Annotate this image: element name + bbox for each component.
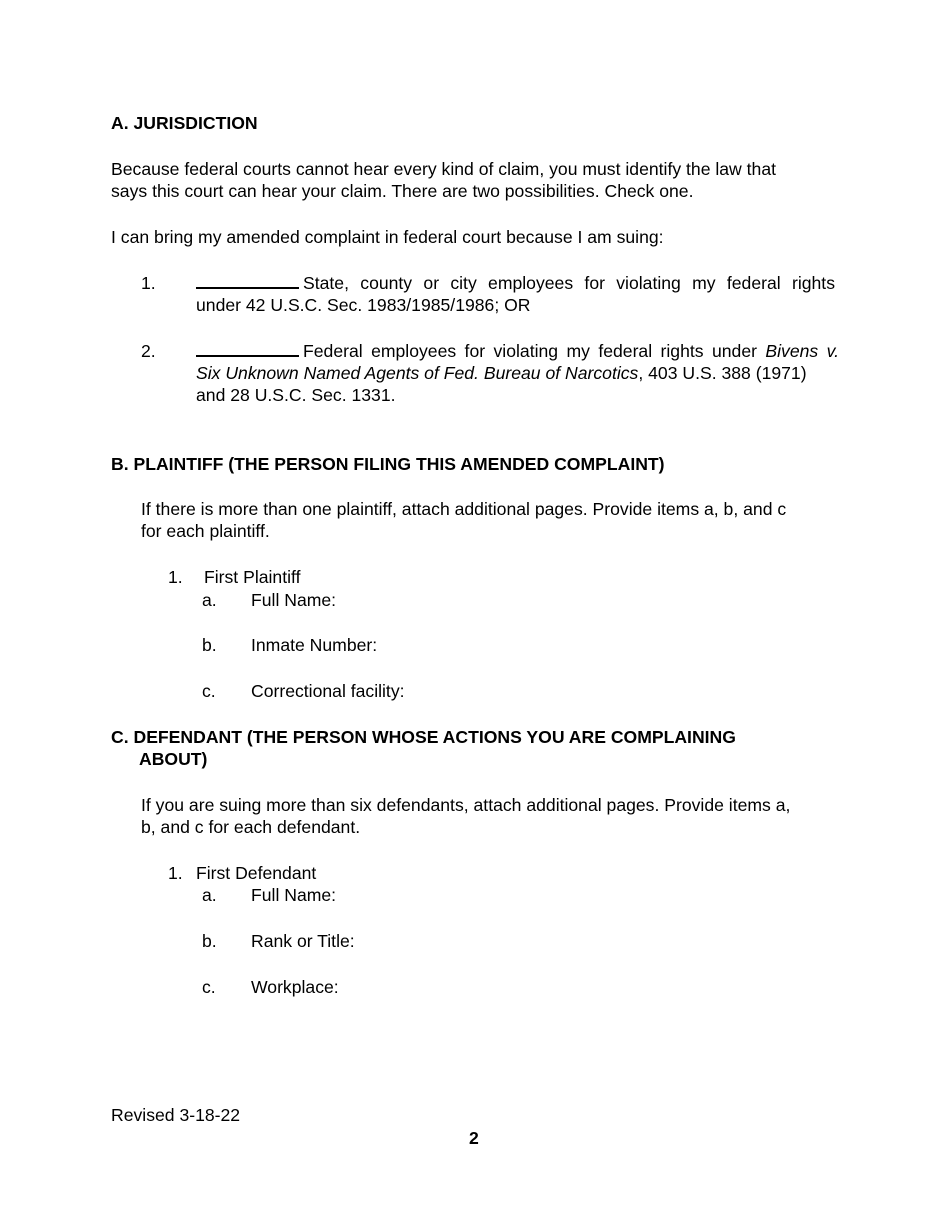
plaintiff-full-name-label: Full Name: — [251, 590, 337, 610]
defendant-entry-label: First Defendant — [196, 863, 317, 883]
plaintiff-field-c-letter: c. — [202, 681, 216, 701]
defendant-field-a-letter: a. — [202, 885, 217, 905]
option-1-number: 1. — [141, 273, 156, 293]
section-a-heading: A. JURISDICTION — [111, 113, 258, 133]
plaintiff-inmate-number-label: Inmate Number: — [251, 635, 378, 655]
option-1-line1: State, county or city employees for violating my federal rights — [196, 272, 835, 294]
option-1-line2: under 42 U.S.C. Sec. 1983/1985/1986; OR — [196, 295, 531, 315]
defendant-field-b-letter: b. — [202, 931, 217, 951]
option-2-line2: Six Unknown Named Agents of Fed. Bureau of Narcotics, 403 U.S. 388 (1971) — [196, 363, 807, 383]
section-a-intro-line1: Because federal courts cannot hear every kind of claim, you must identify the law that — [111, 159, 776, 179]
section-a-intro-line2: says this court can hear your claim. There are two possibilities. Check one. — [111, 181, 694, 201]
section-b-heading: B. PLAINTIFF (THE PERSON FILING THIS AMENDED COMPLAINT) — [111, 454, 665, 474]
option-2-line3: and 28 U.S.C. Sec. 1331. — [196, 385, 396, 405]
plaintiff-entry-number: 1. — [168, 567, 183, 587]
option-1-checkbox-blank[interactable] — [196, 273, 299, 289]
section-c-intro-line2: b, and c for each defendant. — [141, 817, 361, 837]
section-c-intro-line1: If you are suing more than six defendants, attach additional pages. Provide items a, — [141, 795, 791, 815]
section-b-intro-line2: for each plaintiff. — [141, 521, 270, 541]
plaintiff-entry-label: First Plaintiff — [204, 567, 301, 587]
section-a-lead-in: I can bring my amended complaint in federal court because I am suing: — [111, 227, 664, 247]
plaintiff-field-a-letter: a. — [202, 590, 217, 610]
option-2-line1: Federal employees for violating my federal rights under Bivens v. — [196, 340, 839, 362]
defendant-workplace-label: Workplace: — [251, 977, 339, 997]
section-b-intro-line1: If there is more than one plaintiff, attach additional pages. Provide items a, b, and c — [141, 499, 787, 519]
section-c-heading-line2: ABOUT) — [139, 749, 208, 769]
plaintiff-correctional-facility-label: Correctional facility: — [251, 681, 405, 701]
page-number: 2 — [469, 1128, 479, 1148]
plaintiff-field-b-letter: b. — [202, 635, 217, 655]
option-2-number: 2. — [141, 341, 156, 361]
defendant-rank-title-label: Rank or Title: — [251, 931, 355, 951]
revised-date: Revised 3-18-22 — [111, 1105, 241, 1125]
option-2-checkbox-blank[interactable] — [196, 341, 299, 357]
defendant-field-c-letter: c. — [202, 977, 216, 997]
section-c-heading-line1: C. DEFENDANT (THE PERSON WHOSE ACTIONS YOU ARE COMPLAINING — [111, 727, 736, 747]
defendant-entry-number: 1. — [168, 863, 183, 883]
defendant-full-name-label: Full Name: — [251, 885, 337, 905]
